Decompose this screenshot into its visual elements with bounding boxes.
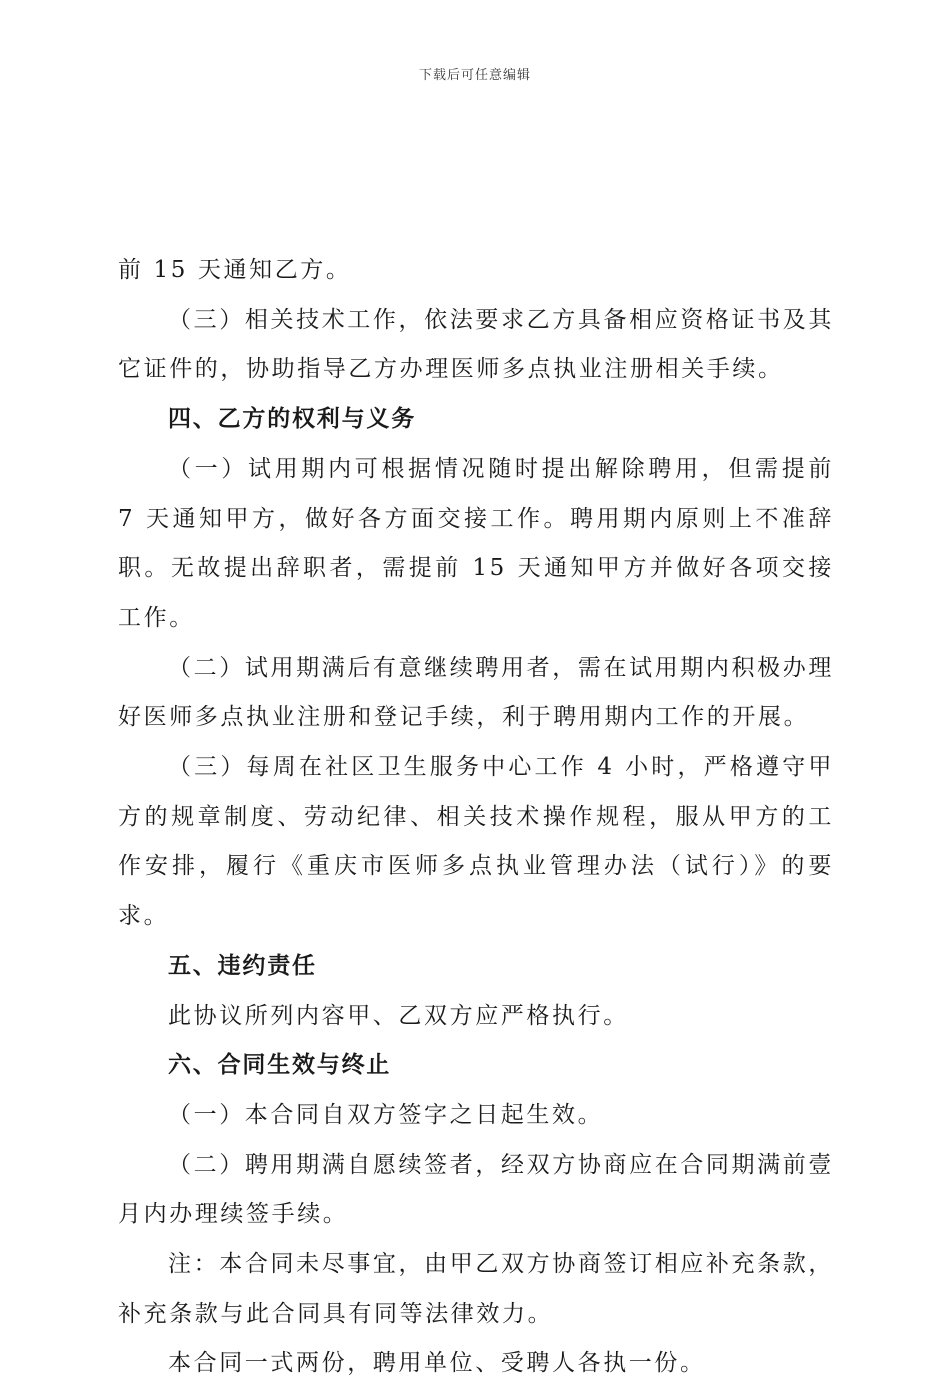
document-body xyxy=(118,246,834,1389)
paragraph-clause-5: 此协议所列内容甲、乙双方应严格执行。 xyxy=(168,1002,629,1029)
paragraph-clause-3-technical: （三）相关技术工作，依法要求乙方具备相应资格证书及其它证件的，协助指导乙方办理医师多点执业注册相关手续。 xyxy=(118,306,834,383)
paragraph-clause-6-1: （一）本合同自双方签字之日起生效。 xyxy=(168,1101,604,1128)
section-heading-5: 五、违约责任 xyxy=(168,952,317,979)
section-heading-6: 六、合同生效与终止 xyxy=(168,1052,392,1079)
paragraph-clause-4-3: （三）每周在社区卫生服务中心工作 4 小时，严格遵守甲方的规章制度、劳动纪律、相关技术操作规程，服从甲方的工作安排，履行《重庆市医师多点执业管理办法（试行）》的要求。 xyxy=(118,754,834,930)
paragraph-note: 注：本合同未尽事宜，由甲乙双方协商签订相应补充条款，补充条款与此合同具有同等法律效力。 xyxy=(118,1251,834,1327)
paragraph-copies: 本合同一式两份，聘用单位、受聘人各执一份。 xyxy=(168,1350,706,1377)
paragraph-clause-6-2: （二）聘用期满自愿续签者，经双方协商应在合同期满前壹月内办理续签手续。 xyxy=(118,1151,834,1228)
paragraph-continuation: 前 15 天通知乙方。 xyxy=(118,257,352,283)
paragraph-clause-4-1: （一）试用期内可根据情况随时提出解除聘用，但需提前 7 天通知甲方，做好各方面交接工作。聘用期内原则上不准辞职。无故提出辞职者，需提前 15 天通知甲方并做好各项交接工作。 xyxy=(118,455,834,631)
paragraph-clause-4-2: （二）试用期满后有意继续聘用者，需在试用期内积极办理好医师多点执业注册和登记手续，利于聘用期内工作的开展。 xyxy=(118,654,834,731)
section-heading-4: 四、乙方的权利与义务 xyxy=(168,406,416,433)
header-note: 下载后可任意编辑 xyxy=(418,68,531,83)
